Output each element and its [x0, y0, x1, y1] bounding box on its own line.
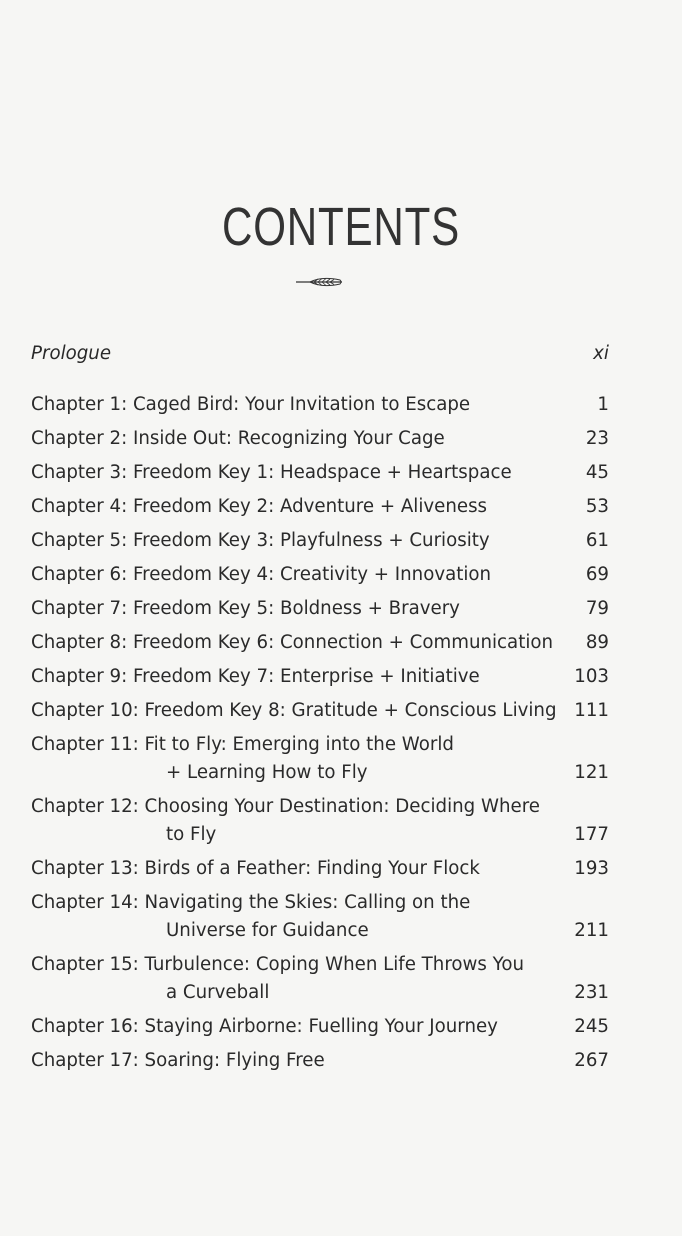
toc-entry-title	[31, 889, 569, 945]
toc-entry-page: 23	[585, 428, 609, 449]
toc-entry-title	[31, 1013, 569, 1041]
toc-entry-page: 89	[585, 632, 609, 653]
toc-entry-page: 69	[585, 564, 609, 585]
toc-entry-page: 267	[574, 1050, 609, 1071]
page-title: CONTENTS	[222, 197, 460, 257]
toc-entry-title-line: Chapter 14: Navigating the Skies: Calling on the	[31, 892, 471, 913]
toc-entry-page: 231	[574, 982, 609, 1003]
toc-entry-title	[31, 391, 569, 419]
toc-entry-chapter	[31, 425, 609, 453]
toc-entry-title	[31, 663, 569, 691]
toc-entry-chapter	[31, 697, 609, 725]
toc-entry-title	[31, 459, 569, 487]
toc-entry-chapter	[31, 951, 609, 1007]
toc-entry-title	[31, 629, 569, 657]
toc-entry-title-line: Chapter 2: Inside Out: Recognizing Your Cage	[31, 428, 445, 449]
toc-entry-title-line: Chapter 4: Freedom Key 2: Adventure + Aliveness	[31, 496, 488, 517]
toc-entry-chapter	[31, 855, 609, 883]
toc-entry-title	[31, 595, 569, 623]
toc-entry-chapter	[31, 595, 609, 623]
toc-entry-chapter	[31, 889, 609, 945]
toc-entry-title-continuation: a Curveball	[166, 982, 270, 1003]
toc-entry-title-line: Chapter 15: Turbulence: Coping When Life Throws You	[31, 954, 525, 975]
toc-entry-title	[31, 493, 569, 521]
toc-entry-title-line: Chapter 7: Freedom Key 5: Boldness + Bravery	[31, 598, 460, 619]
toc-entry-chapter	[31, 1013, 609, 1041]
toc-entry-page: 193	[574, 858, 609, 879]
toc-entry-chapter	[31, 793, 609, 849]
toc-entry-title-line: Chapter 3: Freedom Key 1: Headspace + Heartspace	[31, 462, 512, 483]
toc-entry-title	[31, 697, 569, 725]
toc-entry-chapter	[31, 663, 609, 691]
toc-entry-title-continuation: to Fly	[166, 824, 217, 845]
toc-entry-title-line: Chapter 10: Freedom Key 8: Gratitude + Conscious Living	[31, 700, 557, 721]
toc-entry-title: Prologue	[31, 343, 112, 364]
toc-entry-page: 1	[597, 394, 609, 415]
toc-entry-chapter	[31, 527, 609, 555]
toc-entry-chapter	[31, 731, 609, 787]
toc-entry-title-line: Chapter 17: Soaring: Flying Free	[31, 1050, 325, 1071]
toc-entry-page: 121	[574, 762, 609, 783]
toc-entry-title-continuation: + Learning How to Fly	[166, 762, 368, 783]
toc-entry-page: 45	[585, 462, 609, 483]
toc-entry-title	[31, 731, 569, 787]
toc-entry-title-line: Chapter 16: Staying Airborne: Fuelling Your Journey	[31, 1016, 498, 1037]
toc-entry-page: 103	[574, 666, 609, 687]
toc-entry-chapter	[31, 561, 609, 589]
toc-entry-page: 111	[574, 700, 609, 721]
toc-entry-title-continuation: Universe for Guidance	[166, 920, 369, 941]
toc-entry-chapter	[31, 459, 609, 487]
toc-entry-title-line: Chapter 9: Freedom Key 7: Enterprise + Initiative	[31, 666, 480, 687]
toc-entry-title-line: Chapter 11: Fit to Fly: Emerging into the World	[31, 734, 454, 755]
toc-entry-page: 61	[585, 530, 609, 551]
toc-entry-chapter	[31, 1047, 609, 1075]
toc-entry-page: 53	[585, 496, 609, 517]
toc-entry-title-line: Chapter 8: Freedom Key 6: Connection + Communication	[31, 632, 554, 653]
toc-entry-title-line: Chapter 12: Choosing Your Destination: Deciding Where	[31, 796, 540, 817]
toc-entry-chapter	[31, 629, 609, 657]
toc-entry-title	[31, 561, 569, 589]
toc-entry-chapter	[31, 391, 609, 419]
toc-entry-title	[31, 425, 569, 453]
toc-entry-title-line: Chapter 1: Caged Bird: Your Invitation to Escape	[31, 394, 471, 415]
toc-entry-title-line: Chapter 13: Birds of a Feather: Finding Your Flock	[31, 858, 480, 879]
toc-entry-page: xi	[593, 343, 609, 364]
toc-entry-title	[31, 1047, 569, 1075]
toc-entry-page: 245	[574, 1016, 609, 1037]
toc-entry-title-line: Chapter 5: Freedom Key 3: Playfulness + Curiosity	[31, 530, 490, 551]
toc-entry-title-line: Chapter 6: Freedom Key 4: Creativity + Innovation	[31, 564, 492, 585]
toc-entry-prologue	[31, 340, 609, 368]
toc-entry-title	[31, 951, 569, 1007]
toc-entry-title	[31, 527, 569, 555]
toc-entry-page: 177	[574, 824, 609, 845]
toc-entry-page: 211	[574, 920, 609, 941]
toc-entry-title	[31, 793, 569, 849]
toc-entry-title	[31, 855, 569, 883]
toc-entry-page: 79	[585, 598, 609, 619]
feather-ornament-icon	[296, 276, 344, 288]
table-of-contents	[31, 340, 609, 1081]
toc-entry-chapter	[31, 493, 609, 521]
